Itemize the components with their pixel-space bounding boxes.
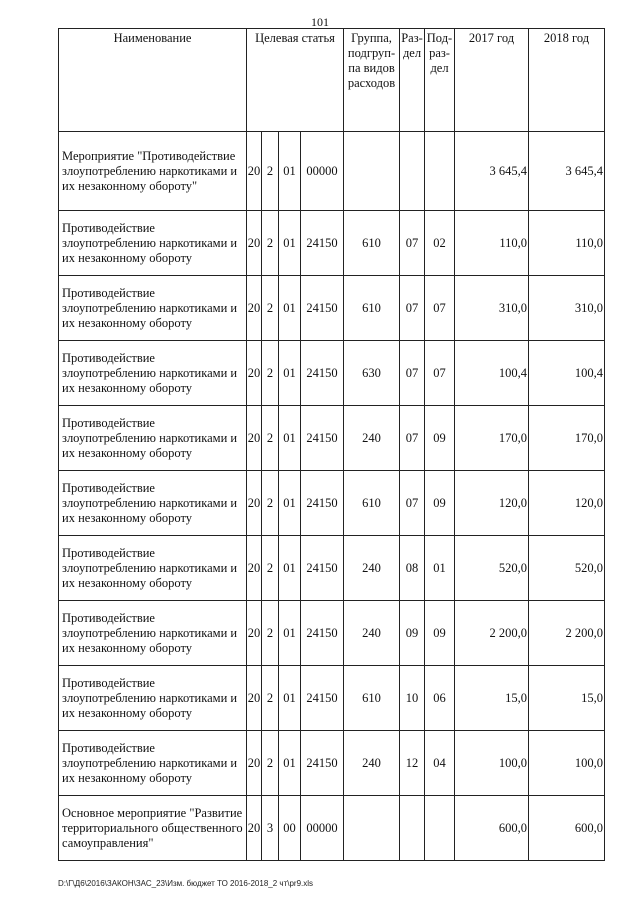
target-code-2-cell: 2: [262, 132, 279, 211]
target-code-1-cell: 20: [247, 666, 262, 731]
section-cell: 08: [400, 536, 425, 601]
row-name-cell: Мероприятие "Противодействие злоупотреблению наркотиками и их незаконному обороту": [59, 132, 247, 211]
amount-2017-cell: 120,0: [455, 471, 529, 536]
table-row: [59, 731, 605, 796]
table-row: [59, 341, 605, 406]
expense-group-cell: [344, 132, 400, 211]
section-cell: 07: [400, 341, 425, 406]
subsection-cell: 07: [425, 276, 455, 341]
subsection-cell: 09: [425, 406, 455, 471]
expense-group-cell: 610: [344, 211, 400, 276]
section-cell: 07: [400, 406, 425, 471]
amount-2017-cell: 170,0: [455, 406, 529, 471]
table-row: [59, 601, 605, 666]
row-name-cell: Противодействие злоупотреблению наркотиками и их незаконному обороту: [59, 276, 247, 341]
target-code-1-cell: 20: [247, 406, 262, 471]
target-code-2-cell: 2: [262, 731, 279, 796]
target-code-2-cell: 2: [262, 406, 279, 471]
amount-2017-cell: 600,0: [455, 796, 529, 861]
amount-2017-cell: 100,0: [455, 731, 529, 796]
target-code-4-cell: 24150: [301, 666, 344, 731]
table-header-row: [59, 29, 605, 132]
table-row: [59, 132, 605, 211]
target-code-1-cell: 20: [247, 276, 262, 341]
amount-2017-cell: 100,4: [455, 341, 529, 406]
header-name: Наименование: [59, 29, 247, 132]
subsection-cell: 04: [425, 731, 455, 796]
expense-group-cell: 610: [344, 276, 400, 341]
amount-2018-cell: 100,4: [529, 341, 605, 406]
amount-2017-cell: 3 645,4: [455, 132, 529, 211]
amount-2018-cell: 100,0: [529, 731, 605, 796]
target-code-4-cell: 24150: [301, 406, 344, 471]
section-cell: 07: [400, 276, 425, 341]
expense-group-cell: [344, 796, 400, 861]
header-section: Раз-дел: [400, 29, 425, 132]
target-code-3-cell: 01: [279, 406, 301, 471]
target-code-1-cell: 20: [247, 132, 262, 211]
target-code-3-cell: 00: [279, 796, 301, 861]
target-code-2-cell: 2: [262, 666, 279, 731]
amount-2017-cell: 310,0: [455, 276, 529, 341]
amount-2018-cell: 3 645,4: [529, 132, 605, 211]
target-code-4-cell: 00000: [301, 132, 344, 211]
target-code-3-cell: 01: [279, 536, 301, 601]
section-cell: 09: [400, 601, 425, 666]
subsection-cell: [425, 132, 455, 211]
target-code-2-cell: 2: [262, 276, 279, 341]
target-code-3-cell: 01: [279, 601, 301, 666]
header-2017: 2017 год: [455, 29, 529, 132]
expense-group-cell: 610: [344, 471, 400, 536]
amount-2018-cell: 600,0: [529, 796, 605, 861]
table-row: [59, 536, 605, 601]
table-row: [59, 471, 605, 536]
target-code-1-cell: 20: [247, 601, 262, 666]
target-code-2-cell: 2: [262, 601, 279, 666]
target-code-3-cell: 01: [279, 731, 301, 796]
header-subsection: Под-раз-дел: [425, 29, 455, 132]
expense-group-cell: 240: [344, 601, 400, 666]
section-cell: [400, 132, 425, 211]
target-code-4-cell: 00000: [301, 796, 344, 861]
row-name-cell: Противодействие злоупотреблению наркотиками и их незаконному обороту: [59, 601, 247, 666]
row-name-cell: Противодействие злоупотреблению наркотиками и их незаконному обороту: [59, 406, 247, 471]
header-target: Целевая статья: [247, 29, 344, 132]
amount-2017-cell: 520,0: [455, 536, 529, 601]
subsection-cell: 09: [425, 471, 455, 536]
section-cell: [400, 796, 425, 861]
file-path-footer: D:\Г\Д6\2016\ЗАКОН\ЗАС_23\Изм. бюджет ТО 2016-2018_2 чт\pr9.xls: [58, 879, 314, 888]
target-code-3-cell: 01: [279, 666, 301, 731]
target-code-1-cell: 20: [247, 471, 262, 536]
target-code-3-cell: 01: [279, 471, 301, 536]
target-code-2-cell: 2: [262, 471, 279, 536]
target-code-4-cell: 24150: [301, 731, 344, 796]
row-name-cell: Противодействие злоупотреблению наркотиками и их незаконному обороту: [59, 211, 247, 276]
table-row: [59, 211, 605, 276]
subsection-cell: 07: [425, 341, 455, 406]
row-name-cell: Противодействие злоупотреблению наркотиками и их незаконному обороту: [59, 536, 247, 601]
table-body: [59, 132, 605, 861]
target-code-1-cell: 20: [247, 341, 262, 406]
subsection-cell: [425, 796, 455, 861]
amount-2017-cell: 2 200,0: [455, 601, 529, 666]
target-code-4-cell: 24150: [301, 341, 344, 406]
page-number: 101: [311, 15, 329, 29]
table-row: [59, 276, 605, 341]
target-code-4-cell: 24150: [301, 276, 344, 341]
amount-2018-cell: 120,0: [529, 471, 605, 536]
amount-2017-cell: 15,0: [455, 666, 529, 731]
table-row: [59, 796, 605, 861]
section-cell: 12: [400, 731, 425, 796]
expense-group-cell: 240: [344, 731, 400, 796]
table-row: [59, 406, 605, 471]
target-code-4-cell: 24150: [301, 471, 344, 536]
budget-table: [58, 28, 605, 861]
expense-group-cell: 630: [344, 341, 400, 406]
target-code-1-cell: 20: [247, 536, 262, 601]
header-group: Группа, подгруп-па видов расходов: [344, 29, 400, 132]
target-code-4-cell: 24150: [301, 601, 344, 666]
target-code-1-cell: 20: [247, 796, 262, 861]
amount-2018-cell: 520,0: [529, 536, 605, 601]
expense-group-cell: 610: [344, 666, 400, 731]
section-cell: 10: [400, 666, 425, 731]
amount-2017-cell: 110,0: [455, 211, 529, 276]
target-code-3-cell: 01: [279, 341, 301, 406]
subsection-cell: 01: [425, 536, 455, 601]
target-code-4-cell: 24150: [301, 536, 344, 601]
subsection-cell: 02: [425, 211, 455, 276]
section-cell: 07: [400, 471, 425, 536]
subsection-cell: 09: [425, 601, 455, 666]
target-code-2-cell: 2: [262, 536, 279, 601]
amount-2018-cell: 110,0: [529, 211, 605, 276]
row-name-cell: Основное мероприятие "Развитие территориального общественного самоуправления": [59, 796, 247, 861]
table-row: [59, 666, 605, 731]
subsection-cell: 06: [425, 666, 455, 731]
target-code-1-cell: 20: [247, 731, 262, 796]
target-code-2-cell: 2: [262, 211, 279, 276]
target-code-3-cell: 01: [279, 276, 301, 341]
row-name-cell: Противодействие злоупотреблению наркотиками и их незаконному обороту: [59, 666, 247, 731]
row-name-cell: Противодействие злоупотреблению наркотиками и их незаконному обороту: [59, 471, 247, 536]
expense-group-cell: 240: [344, 406, 400, 471]
expense-group-cell: 240: [344, 536, 400, 601]
amount-2018-cell: 170,0: [529, 406, 605, 471]
target-code-2-cell: 3: [262, 796, 279, 861]
row-name-cell: Противодействие злоупотреблению наркотиками и их незаконному обороту: [59, 341, 247, 406]
target-code-2-cell: 2: [262, 341, 279, 406]
section-cell: 07: [400, 211, 425, 276]
amount-2018-cell: 310,0: [529, 276, 605, 341]
target-code-3-cell: 01: [279, 132, 301, 211]
target-code-1-cell: 20: [247, 211, 262, 276]
amount-2018-cell: 15,0: [529, 666, 605, 731]
row-name-cell: Противодействие злоупотреблению наркотиками и их незаконному обороту: [59, 731, 247, 796]
target-code-4-cell: 24150: [301, 211, 344, 276]
header-2018: 2018 год: [529, 29, 605, 132]
amount-2018-cell: 2 200,0: [529, 601, 605, 666]
target-code-3-cell: 01: [279, 211, 301, 276]
